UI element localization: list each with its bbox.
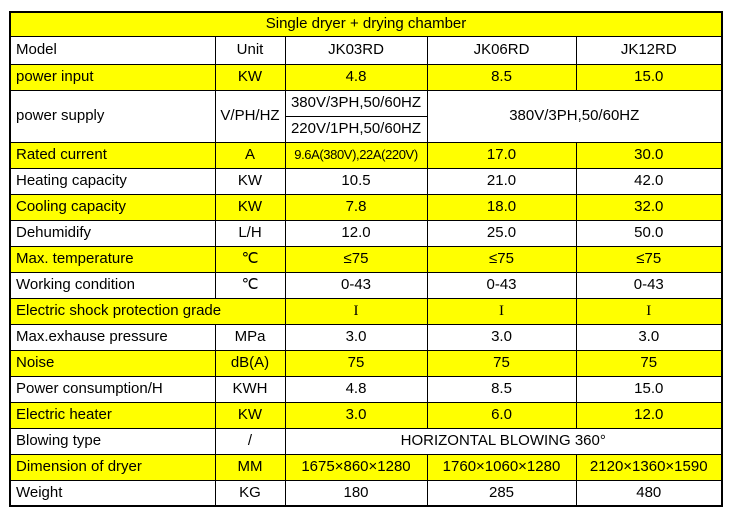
value-cell: ≤75 (285, 246, 427, 272)
row-max-exhause-pressure (10, 324, 722, 350)
unit-cell: L/H (215, 220, 285, 246)
unit-cell: ℃ (215, 246, 285, 272)
row-weight (10, 480, 722, 506)
value-cell: 42.0 (576, 168, 722, 194)
spec-table (9, 11, 723, 507)
value-cell: 15.0 (576, 64, 722, 90)
row-label-cell: Max. temperature (10, 246, 215, 272)
row-dimension (10, 454, 722, 480)
value-cell-merged: HORIZONTAL BLOWING 360° (285, 428, 722, 454)
value-cell: 3.0 (285, 402, 427, 428)
value-cell: 8.5 (427, 376, 576, 402)
row-label-cell: power supply (10, 90, 215, 142)
value-cell: 25.0 (427, 220, 576, 246)
unit-cell: KG (215, 480, 285, 506)
header-model-jk03rd: JK03RD (285, 36, 427, 64)
header-row (10, 36, 722, 64)
value-cell: 9.6A(380V),22A(220V) (285, 142, 427, 168)
value-cell: I (576, 298, 722, 324)
header-model-jk12rd: JK12RD (576, 36, 722, 64)
value-cell: 75 (285, 350, 427, 376)
value-cell: 75 (427, 350, 576, 376)
row-label-cell: Weight (10, 480, 215, 506)
value-cell: 3.0 (427, 324, 576, 350)
unit-cell: KW (215, 402, 285, 428)
value-cell: 8.5 (427, 64, 576, 90)
row-dehumidify (10, 220, 722, 246)
unit-cell: KW (215, 64, 285, 90)
row-label-cell: Heating capacity (10, 168, 215, 194)
row-working-condition (10, 272, 722, 298)
value-cell: 4.8 (285, 64, 427, 90)
row-label-cell: Power consumption/H (10, 376, 215, 402)
value-cell: 15.0 (576, 376, 722, 402)
unit-cell: A (215, 142, 285, 168)
value-cell: 12.0 (285, 220, 427, 246)
row-rated-current (10, 142, 722, 168)
header-unit-cell: Unit (215, 36, 285, 64)
row-power-supply-top (10, 90, 722, 116)
row-electric-heater (10, 402, 722, 428)
unit-cell: / (215, 428, 285, 454)
value-cell: 2120×1360×1590 (576, 454, 722, 480)
value-cell: 21.0 (427, 168, 576, 194)
unit-cell: KWH (215, 376, 285, 402)
row-max-temperature (10, 246, 722, 272)
row-heating-capacity (10, 168, 722, 194)
value-cell: 180 (285, 480, 427, 506)
value-cell: 380V/3PH,50/60HZ (285, 90, 427, 116)
row-label-cell: Dimension of dryer (10, 454, 215, 480)
value-cell: 6.0 (427, 402, 576, 428)
value-cell: 0-43 (576, 272, 722, 298)
value-cell: 75 (576, 350, 722, 376)
value-cell: 17.0 (427, 142, 576, 168)
value-cell: 0-43 (427, 272, 576, 298)
value-cell: 10.5 (285, 168, 427, 194)
row-blowing-type (10, 428, 722, 454)
value-cell: 285 (427, 480, 576, 506)
value-cell: ≤75 (576, 246, 722, 272)
unit-cell: KW (215, 194, 285, 220)
row-power-consumption (10, 376, 722, 402)
value-cell: 4.8 (285, 376, 427, 402)
unit-cell: MM (215, 454, 285, 480)
value-cell-merged: 380V/3PH,50/60HZ (427, 90, 722, 142)
unit-cell: MPa (215, 324, 285, 350)
row-label-cell: Cooling capacity (10, 194, 215, 220)
unit-cell: KW (215, 168, 285, 194)
value-cell: 3.0 (285, 324, 427, 350)
row-label-cell: Noise (10, 350, 215, 376)
value-cell: 30.0 (576, 142, 722, 168)
row-label-cell: Working condition (10, 272, 215, 298)
row-noise (10, 350, 722, 376)
row-label-cell: Dehumidify (10, 220, 215, 246)
unit-cell: dB(A) (215, 350, 285, 376)
row-label-cell: Blowing type (10, 428, 215, 454)
value-cell: ≤75 (427, 246, 576, 272)
row-cooling-capacity (10, 194, 722, 220)
value-cell: 0-43 (285, 272, 427, 298)
table-title: Single dryer + drying chamber (10, 12, 722, 36)
row-label-cell-merged: Electric shock protection grade (10, 298, 285, 324)
row-label-cell: Rated current (10, 142, 215, 168)
value-cell: 220V/1PH,50/60HZ (285, 116, 427, 142)
value-cell: 12.0 (576, 402, 722, 428)
value-cell: I (285, 298, 427, 324)
row-label-cell: power input (10, 64, 215, 90)
value-cell: 7.8 (285, 194, 427, 220)
value-cell: 32.0 (576, 194, 722, 220)
unit-cell: ℃ (215, 272, 285, 298)
row-power-input (10, 64, 722, 90)
value-cell: 50.0 (576, 220, 722, 246)
row-electric-shock-grade (10, 298, 722, 324)
row-label-cell: Max.exhause pressure (10, 324, 215, 350)
table-title-row (10, 12, 722, 36)
header-model-jk06rd: JK06RD (427, 36, 576, 64)
value-cell: 480 (576, 480, 722, 506)
value-cell: 3.0 (576, 324, 722, 350)
unit-cell: V/PH/HZ (215, 90, 285, 142)
value-cell: 18.0 (427, 194, 576, 220)
spec-sheet (9, 11, 723, 507)
value-cell: I (427, 298, 576, 324)
header-model-cell: Model (10, 36, 215, 64)
row-label-cell: Electric heater (10, 402, 215, 428)
value-cell: 1675×860×1280 (285, 454, 427, 480)
value-cell: 1760×1060×1280 (427, 454, 576, 480)
